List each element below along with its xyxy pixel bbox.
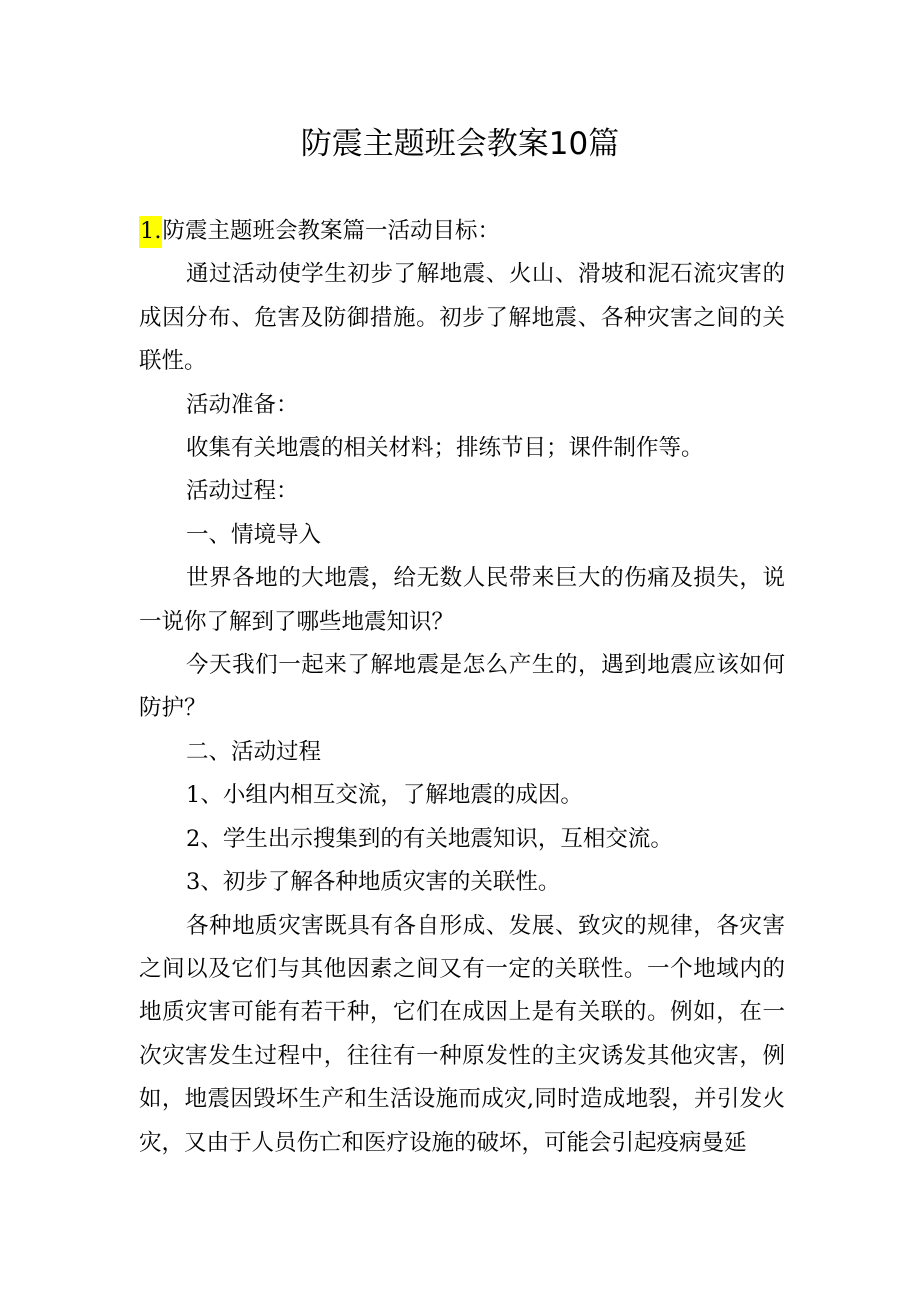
- section-heading: [139, 210, 785, 253]
- paragraph: 活动过程：: [186, 478, 299, 505]
- paragraph: 收集有关地震的相关材料；排练节目；课件制作等。: [186, 435, 704, 462]
- document-title: 防震主题班会教案10篇: [300, 126, 620, 162]
- paragraph: 2、学生出示搜集到的有关地震知识，互相交流。: [186, 825, 673, 852]
- paragraph: 3、初步了解各种地质灾害的关联性。: [186, 869, 561, 896]
- paragraph: 1、小组内相互交流，了解地震的成因。: [186, 782, 583, 809]
- paragraph: 二、活动过程: [186, 738, 322, 765]
- paragraph: 世界各地的大地震，给无数人民带来巨大的伤痛及损失，说一说你了解到了哪些地震知识？: [139, 565, 785, 635]
- document-body: [139, 210, 785, 1165]
- paragraph: 今天我们一起来了解地震是怎么产生的，遇到地震应该如何防护？: [139, 652, 785, 722]
- section-heading-text: 防震主题班会教案篇一活动目标：: [162, 218, 500, 244]
- paragraph: 各种地质灾害既具有各自形成、发展、致灾的规律，各灾害之间以及它们与其他因素之间又有一定的关联性。一个地域内的地质灾害可能有若干种，它们在成因上是有关联的。例如，在一次灾害发生过程中，往往有一种原发性的主灾诱发其他灾害，例如，地震因毁坏生产和生活设施而成灾,同时造成地裂，并引发火灾，又由于人员伤亡和医疗设施的破坏，可能会引起疫病曼延: [139, 912, 785, 1156]
- paragraph: 一、情境导入: [186, 521, 322, 548]
- paragraph: 活动准备：: [186, 391, 299, 418]
- paragraph: 通过活动使学生初步了解地震、火山、滑坡和泥石流灾害的成因分布、危害及防御措施。初步了解地震、各种灾害之间的关联性。: [139, 261, 785, 375]
- highlighted-section-number: 1.: [139, 216, 162, 248]
